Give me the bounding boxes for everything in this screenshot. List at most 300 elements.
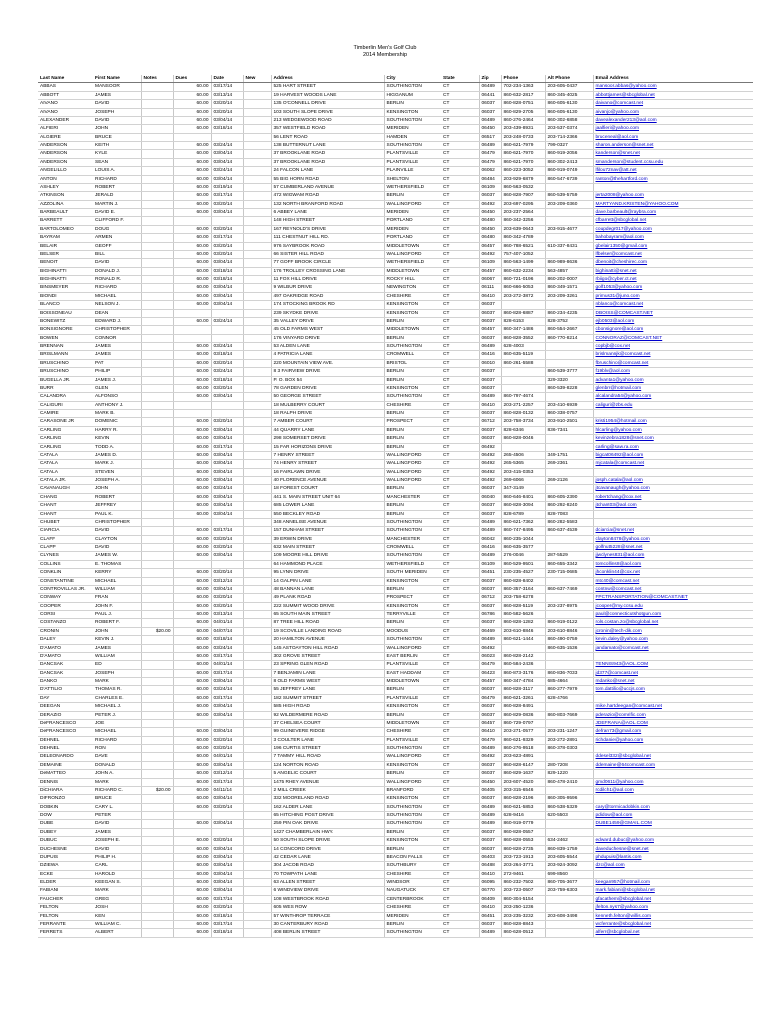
cell-state: CT	[441, 376, 479, 384]
cell-last-name: CHUBET	[38, 518, 93, 526]
cell-email[interactable]: ddemaine@64comcast.com	[593, 761, 753, 769]
cell-email[interactable]: kristi1954@hotmail.com	[593, 418, 753, 426]
cell-first-name: CARY L.	[93, 803, 141, 811]
cell-new	[243, 142, 271, 150]
cell-email[interactable]: daveduchesne@snet.net	[593, 845, 753, 853]
cell-notes	[141, 611, 173, 619]
cell-new	[243, 158, 271, 166]
cell-email[interactable]: abbottjames@sbcglobal.net	[593, 91, 753, 99]
cell-first-name: HARRY R.	[93, 426, 141, 434]
cell-email[interactable]: mdanko@snet.net	[593, 678, 753, 686]
cell-last-name: DANKO	[38, 678, 93, 686]
cell-zip: 06109	[479, 183, 501, 191]
cell-dues: 60.00	[173, 443, 211, 451]
cell-email[interactable]: mtc40@comcast.net	[593, 577, 753, 585]
cell-email[interactable]: kenneth.felton@willis.com	[593, 912, 753, 920]
cell-email[interactable]: wcferrante@sbcglobal.net	[593, 920, 753, 928]
cell-email[interactable]: rols.costan.zo@sbcglobal.net	[593, 619, 753, 627]
cell-email[interactable]: jcronin@tech-dik.com	[593, 627, 753, 635]
cell-state: CT	[441, 745, 479, 753]
cell-last-name: CLYNES	[38, 552, 93, 560]
cell-phone: 860-828-3552	[501, 334, 545, 342]
cell-notes	[141, 225, 173, 233]
cell-dues: 60.00	[173, 292, 211, 300]
cell-email[interactable]: jfelton.nys7@yahoo.com	[593, 904, 753, 912]
cell-email[interactable]: FPCTRANSPORTATION@COMCAST.NET	[593, 594, 753, 602]
cell-state: CT	[441, 401, 479, 409]
cell-email[interactable]: MARTYAND.KRISTEN@YAHOO.COM	[593, 200, 753, 208]
table-row	[38, 644, 753, 652]
cell-zip: 06450	[479, 125, 501, 133]
cell-phone: 828-6346	[501, 426, 545, 434]
cell-new	[243, 276, 271, 284]
cell-zip: 06489	[479, 812, 501, 820]
cell-email[interactable]: edward.dubuc@yahoo.com	[593, 837, 753, 845]
table-row	[38, 234, 753, 242]
cell-date: 03/17/14	[211, 778, 243, 786]
cell-dues	[173, 812, 211, 820]
cell-email[interactable]: f19blv@aol.com	[593, 368, 753, 376]
cell-new	[243, 552, 271, 560]
cell-city: BERLIN	[384, 317, 441, 325]
cell-email[interactable]: ejb0503@aol.com	[593, 317, 753, 325]
cell-alt-phone: 203-714-2366	[545, 133, 593, 141]
cell-dues: 60.00	[173, 853, 211, 861]
cell-email[interactable]: DBOISS@COMCAST.NET	[593, 309, 753, 317]
cell-state: CT	[441, 468, 479, 476]
cell-state: CT	[441, 694, 479, 702]
cell-state: CT	[441, 728, 479, 736]
cell-address: 8 OLD FARMS WEST	[271, 678, 384, 686]
cell-email[interactable]: gbelair1350@gmail.com	[593, 242, 753, 250]
cell-dues: 60.00	[173, 803, 211, 811]
cell-address: 11 FOX HILL DRIVE	[271, 276, 384, 284]
cell-notes	[141, 493, 173, 501]
cell-address: 525 HART STREET	[271, 83, 384, 91]
cell-first-name: CARL	[93, 862, 141, 870]
cell-new	[243, 770, 271, 778]
cell-dues: 60.00	[173, 234, 211, 242]
cell-state: CT	[441, 351, 479, 359]
cell-new	[243, 686, 271, 694]
cell-email[interactable]: fbruschino@comcast.net	[593, 359, 753, 367]
column-header-zip: Zip	[479, 75, 501, 83]
cell-email[interactable]: pdidow@aol.com	[593, 812, 753, 820]
table-row	[38, 552, 753, 560]
cell-new	[243, 594, 271, 602]
cell-email[interactable]: carling@saw.ra.com	[593, 443, 753, 451]
cell-email[interactable]: cary@tormicadobkin.com	[593, 803, 753, 811]
cell-email[interactable]: kevin.daley@yahoo.com	[593, 636, 753, 644]
cell-email[interactable]: sharon.anderson@snet.net	[593, 142, 753, 150]
cell-city: KENSINGTON	[384, 837, 441, 845]
cell-address: 55 JEFFREY LANE	[271, 686, 384, 694]
cell-dues: 60.00	[173, 142, 211, 150]
cell-city: WALLINGFORD	[384, 460, 441, 468]
cell-email[interactable]: robertchang@cox.net	[593, 493, 753, 501]
table-row	[38, 510, 753, 518]
cell-last-name: CATALA	[38, 460, 93, 468]
cell-address: 239 SKYDKE DRIVE	[271, 309, 384, 317]
cell-city: BERLIN	[384, 711, 441, 719]
cell-email[interactable]: dzc@aol.com	[593, 862, 753, 870]
cell-dues: 60.00	[173, 435, 211, 443]
cell-phone: 860-828-1282	[501, 619, 545, 627]
cell-email[interactable]: bigcat06492@aol.com	[593, 451, 753, 459]
cell-notes	[141, 929, 173, 937]
cell-email[interactable]: golfnut5228@snet.net	[593, 544, 753, 552]
cell-city: CHESHIRE	[384, 292, 441, 300]
table-row	[38, 845, 753, 853]
cell-email[interactable]: cfbarrett@sbcglobal.net	[593, 217, 753, 225]
cell-dues: 60.00	[173, 359, 211, 367]
cell-alt-phone: 860-919-2056	[545, 150, 593, 158]
cell-last-name: ANDERSON	[38, 158, 93, 166]
cell-alt-phone	[545, 895, 593, 903]
cell-city: SOUTHINGTON	[384, 803, 441, 811]
cell-new	[243, 292, 271, 300]
cell-new	[243, 267, 271, 275]
cell-email[interactable]: alferr@sbcglobal.net	[593, 929, 753, 937]
cell-dues: 60.00	[173, 83, 211, 91]
cell-dues: 60.00	[173, 879, 211, 887]
cell-date: 03/04/14	[211, 761, 243, 769]
cell-zip: 06037	[479, 410, 501, 418]
cell-phone: 860-628-0512	[501, 929, 545, 937]
cell-phone: 860-621-3261	[501, 694, 545, 702]
cell-email[interactable]: dciarcia@snet.net	[593, 527, 753, 535]
cell-date: 03/17/14	[211, 669, 243, 677]
cell-new	[243, 678, 271, 686]
cell-zip: 06786	[479, 611, 501, 619]
cell-email[interactable]: DUBE1459@GMAIL.COM	[593, 820, 753, 828]
table-row	[38, 359, 753, 367]
cell-email[interactable]: pderazio@comrific.com	[593, 711, 753, 719]
cell-email[interactable]: daivano@comcast.net	[593, 100, 753, 108]
cell-new	[243, 761, 271, 769]
cell-email[interactable]: aivanjo@yahoo.com	[593, 108, 753, 116]
cell-email[interactable]: jhconklin44@cox.net	[593, 569, 753, 577]
cell-address: 138 BUTTERNUT LANE	[271, 142, 384, 150]
cell-new	[243, 83, 271, 91]
cell-phone: 860-632-2817	[501, 91, 545, 99]
cell-alt-phone	[545, 661, 593, 669]
cell-alt-phone	[545, 652, 593, 660]
cell-email[interactable]: tomcollins8@aol.com	[593, 560, 753, 568]
cell-notes	[141, 91, 173, 99]
cell-state: CT	[441, 142, 479, 150]
cell-state: CT	[441, 778, 479, 786]
cell-alt-phone: 799-0327	[545, 142, 593, 150]
cell-email[interactable]: brislmannjk@comcast.net	[593, 351, 753, 359]
cell-email[interactable]: TENNIS943@AOL.COM	[593, 661, 753, 669]
cell-zip: 06492	[479, 753, 501, 761]
table-row	[38, 686, 753, 694]
table-row	[38, 703, 753, 711]
cell-email[interactable]: bruceneal@aol.com	[593, 133, 753, 141]
cell-last-name: BAYRAM	[38, 234, 93, 242]
cell-address: 109 MOORE HILL DRIVE	[271, 552, 384, 560]
cell-state: CT	[441, 820, 479, 828]
cell-state: CT	[441, 552, 479, 560]
cell-dues: 60.00	[173, 761, 211, 769]
cell-email[interactable]: jcooper@my.ccsu.edu	[593, 602, 753, 610]
cell-first-name: GLEN	[93, 384, 141, 392]
cell-email[interactable]: paul@connecticutshotgun.com	[593, 611, 753, 619]
cell-email[interactable]: alcalandra54@yahoo.com	[593, 393, 753, 401]
cell-email[interactable]: contnw@comcast.net	[593, 585, 753, 593]
cell-email[interactable]: phdupuis@lantis.com	[593, 853, 753, 861]
cell-email[interactable]: jtchant03@aol.com	[593, 502, 753, 510]
cell-date: 03/04/14	[211, 451, 243, 459]
cell-city: SOUTHINGTON	[384, 812, 441, 820]
cell-alt-phone: 828-7083	[545, 510, 593, 518]
cell-email[interactable]: caliguri@zbs.edu	[593, 401, 753, 409]
cell-email[interactable]: ranton@thehartford.com	[593, 175, 753, 183]
cell-dues: 60.00	[173, 460, 211, 468]
cell-email[interactable]: jerta2008@yahoo.com	[593, 192, 753, 200]
cell-dues: 60.00	[173, 552, 211, 560]
cell-email[interactable]: kevinzebra1828@snet.com	[593, 435, 753, 443]
cell-zip: 06457	[479, 242, 501, 250]
cell-phone: 860-621-1444	[501, 636, 545, 644]
cell-email[interactable]: josph.catala@aol.com	[593, 477, 753, 485]
cell-alt-phone: 287-5529	[545, 552, 593, 560]
cell-email[interactable]: smanderson@student.ccsu.edu	[593, 158, 753, 166]
cell-email	[593, 468, 753, 476]
cell-alt-phone	[545, 183, 593, 191]
cell-date: 03/20/14	[211, 359, 243, 367]
cell-last-name: DiCHIARA	[38, 786, 93, 794]
cell-city: KENSINGTON	[384, 301, 441, 309]
cell-address: 497 OAKRIDGE ROAD	[271, 292, 384, 300]
cell-address: 57 CUMBERLAND AVENUE	[271, 183, 384, 191]
table-row	[38, 527, 753, 535]
cell-email[interactable]: copbjb@cox.net	[593, 343, 753, 351]
cell-email[interactable]: davealexander213@aol.com	[593, 116, 753, 124]
cell-first-name: JAMES J.	[93, 376, 141, 384]
cell-dues: 60.00	[173, 636, 211, 644]
cell-alt-phone	[545, 920, 593, 928]
cell-new	[243, 125, 271, 133]
cell-phone: 203-758-6278	[501, 594, 545, 602]
cell-email[interactable]: golf1053@yahoo.com	[593, 284, 753, 292]
cell-email[interactable]: advanta1@yahoo.com	[593, 376, 753, 384]
cell-email[interactable]: glenbrr@hotmail.com	[593, 384, 753, 392]
cell-first-name: ROBERT	[93, 183, 141, 191]
cell-date: 03/18/14	[211, 636, 243, 644]
cell-phone: 860-828-2735	[501, 845, 545, 853]
cell-email[interactable]: defran73@gmail.com	[593, 728, 753, 736]
cell-zip: 06095	[479, 879, 501, 887]
cell-last-name: BURR	[38, 384, 93, 392]
cell-date: 03/20/14	[211, 594, 243, 602]
cell-email[interactable]: bahobayram@aol.com	[593, 234, 753, 242]
cell-notes	[141, 384, 173, 392]
cell-phone: 860-828-2142	[501, 652, 545, 660]
cell-address: 8 3 FAIRVIEW DRIVE	[271, 368, 384, 376]
cell-phone: 860-797-4674	[501, 393, 545, 401]
cell-city: BERLIN	[384, 368, 441, 376]
cell-email[interactable]: lfilou72nav@att.net	[593, 167, 753, 175]
table-row	[38, 602, 753, 610]
cell-first-name: KERRY	[93, 569, 141, 577]
cell-city: CHESHIRE	[384, 870, 441, 878]
cell-phone: 860-829-2705	[501, 108, 545, 116]
cell-date: 03/04/14	[211, 585, 243, 593]
cell-date: 03/04/14	[211, 284, 243, 292]
table-row	[38, 250, 753, 258]
cell-city: KENSINGTON	[384, 108, 441, 116]
cell-address: 213 WEDGEWOOD ROAD	[271, 116, 384, 124]
table-row	[38, 502, 753, 510]
cell-zip: 06479	[479, 158, 501, 166]
cell-email[interactable]: rbiigo@cyber.ct.net	[593, 276, 753, 284]
cell-date: 03/04/14	[211, 845, 243, 853]
cell-phone: 860-729-0797	[501, 719, 545, 727]
cell-email[interactable]: kanderson@snet.net	[593, 150, 753, 158]
cell-first-name: MARK	[93, 887, 141, 895]
cell-state: CT	[441, 225, 479, 233]
cell-email[interactable]: mark.fabiani@sbcglobal.net	[593, 887, 753, 895]
cell-email[interactable]: mansoor.abbas@yahoo.com	[593, 83, 753, 91]
cell-notes	[141, 644, 173, 652]
cell-alt-phone	[545, 250, 593, 258]
cell-zip: 06037	[479, 795, 501, 803]
cell-zip: 06450	[479, 209, 501, 217]
cell-last-name: BIGHINATTI	[38, 276, 93, 284]
cell-dues: 60.00	[173, 786, 211, 794]
cell-dues: 60.00	[173, 418, 211, 426]
cell-state: CT	[441, 158, 479, 166]
cell-dues: 60.00	[173, 920, 211, 928]
cell-email[interactable]: ddesel332@sbcglobal.net	[593, 753, 753, 761]
cell-notes	[141, 879, 173, 887]
cell-state: CT	[441, 451, 479, 459]
cell-phone: 860-635-5119	[501, 351, 545, 359]
cell-dues: 60.00	[173, 912, 211, 920]
cell-first-name: DOUG	[93, 225, 141, 233]
cell-email[interactable]: bighinatti@snet.net	[593, 267, 753, 275]
cell-notes	[141, 845, 173, 853]
cell-email[interactable]: tom.dattilio@uccjs.com	[593, 686, 753, 694]
table-row	[38, 100, 753, 108]
cell-date: 03/20/14	[211, 736, 243, 744]
cell-dues: 60.00	[173, 242, 211, 250]
cell-address: 176 TROLLEY CROSSING LANE	[271, 267, 384, 275]
cell-email[interactable]: CONNORAZ@COMCAST.NET	[593, 334, 753, 342]
cell-last-name: AZZOLINA	[38, 200, 93, 208]
cell-email[interactable]: gfacathem@sbcglobal.net	[593, 895, 753, 903]
cell-email[interactable]: primus31@juno.com	[593, 292, 753, 300]
table-row	[38, 209, 753, 217]
cell-zip: 06479	[479, 736, 501, 744]
cell-state: CT	[441, 611, 479, 619]
cell-city: BERLIN	[384, 435, 441, 443]
cell-zip: 06037	[479, 108, 501, 116]
cell-email[interactable]: lfbelser@comcast.net	[593, 250, 753, 258]
cell-dues: 60.00	[173, 736, 211, 744]
cell-email[interactable]: clayton8478@yahoo.com	[593, 535, 753, 543]
cell-email[interactable]: hlcarling@yahoo.com	[593, 426, 753, 434]
table-row	[38, 384, 753, 392]
cell-notes	[141, 812, 173, 820]
cell-email[interactable]: mjcatala@comcast.net	[593, 460, 753, 468]
cell-address: 332 MOORELAND ROAD	[271, 795, 384, 803]
cell-new	[243, 468, 271, 476]
table-row	[38, 192, 753, 200]
club-name: Timberlin Men's Golf Club	[353, 45, 417, 51]
cell-email[interactable]: gmd0611@yahoo.com	[593, 778, 753, 786]
cell-date: 03/17/14	[211, 694, 243, 702]
cell-dues: 60.00	[173, 426, 211, 434]
cell-email[interactable]: nblanco@comcast.net	[593, 301, 753, 309]
cell-zip: 06450	[479, 778, 501, 786]
cell-notes	[141, 920, 173, 928]
table-row	[38, 276, 753, 284]
cell-email[interactable]: dave.barbeault@raybra.com	[593, 209, 753, 217]
cell-zip: 06037	[479, 577, 501, 585]
cell-zip: 06480	[479, 217, 501, 225]
cell-phone: 860-632-2234	[501, 267, 545, 275]
cell-state: CT	[441, 569, 479, 577]
cell-city: MERIDEN	[384, 209, 441, 217]
cell-email[interactable]: richdanie@yahoo.com	[593, 736, 753, 744]
cell-notes	[141, 887, 173, 895]
cell-alt-phone: 329-3320	[545, 376, 593, 384]
cell-state: CT	[441, 870, 479, 878]
cell-email[interactable]: rcdilch1@aol.com	[593, 786, 753, 794]
cell-city: PROSPECT	[384, 418, 441, 426]
cell-date	[211, 828, 243, 836]
cell-date: 03/18/14	[211, 929, 243, 937]
cell-new	[243, 376, 271, 384]
cell-phone: 860-828-0046	[501, 435, 545, 443]
cell-first-name: DAVID	[93, 527, 141, 535]
cell-email[interactable]: keegan957@hotmail.com	[593, 879, 753, 887]
cell-date: 03/20/14	[211, 544, 243, 552]
cell-zip: 06479	[479, 661, 501, 669]
cell-new	[243, 91, 271, 99]
cell-email[interactable]: jaalfieri@yahoo.com	[593, 125, 753, 133]
cell-email[interactable]: dbenoit@cheshirec.com	[593, 259, 753, 267]
cell-email[interactable]: cbonsignore@aol.com	[593, 326, 753, 334]
cell-email[interactable]: jjwclynes831@aol.com	[593, 552, 753, 560]
cell-email[interactable]: coupdegr017@yahoo.com	[593, 225, 753, 233]
cell-date	[211, 217, 243, 225]
cell-date: 03/17/14	[211, 234, 243, 242]
cell-email[interactable]: JDEFRANA@AOL.COM	[593, 719, 753, 727]
cell-email[interactable]: jd377@comcast.net	[593, 669, 753, 677]
cell-address: 7 AMBER COURT	[271, 418, 384, 426]
cell-date	[211, 560, 243, 568]
cell-zip: 06451	[479, 912, 501, 920]
cell-last-name: CATALA	[38, 468, 93, 476]
cell-state: CT	[441, 602, 479, 610]
cell-new	[243, 493, 271, 501]
cell-date: 03/04/14	[211, 870, 243, 878]
cell-new	[243, 518, 271, 526]
cell-city: BERLIN	[384, 770, 441, 778]
cell-dues: 60.00	[173, 870, 211, 878]
cell-email[interactable]: jandamato@comcast.net	[593, 644, 753, 652]
cell-first-name: MARK	[93, 678, 141, 686]
cell-dues: 60.00	[173, 585, 211, 593]
cell-email[interactable]: mike.hartdeegan@comcast.net	[593, 703, 753, 711]
cell-state: CT	[441, 276, 479, 284]
cell-email[interactable]: jtcavanaugh@yahoo.com	[593, 485, 753, 493]
table-row	[38, 879, 753, 887]
